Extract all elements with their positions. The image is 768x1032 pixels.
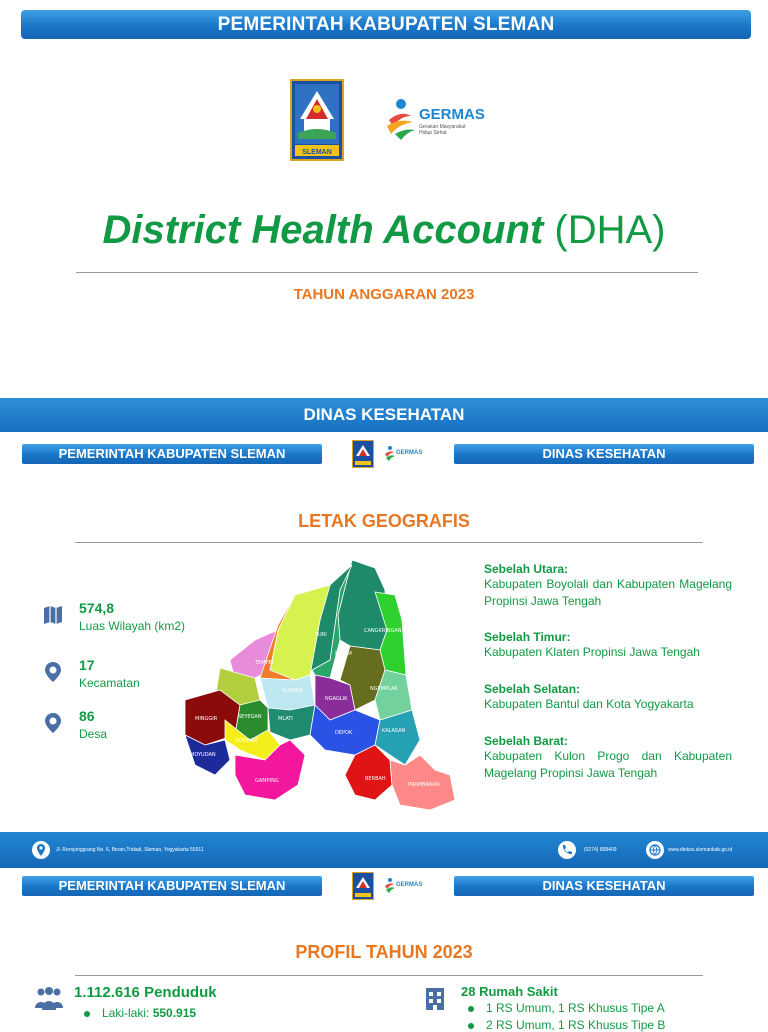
department-band: DINAS KESEHATAN <box>0 398 768 432</box>
hospital-total: 28 Rumah Sakit <box>461 984 558 999</box>
sleman-logo-small <box>352 872 374 900</box>
divider <box>75 975 703 976</box>
government-bar: PEMERINTAH KABUPATEN SLEMAN <box>22 444 322 464</box>
government-bar: PEMERINTAH KABUPATEN SLEMAN <box>22 876 322 896</box>
stat-value: 86 <box>79 708 95 724</box>
list-item <box>468 1018 665 1032</box>
hospital-building-icon <box>424 984 446 1010</box>
germas-logo-small <box>384 444 424 464</box>
district-map <box>180 560 465 818</box>
svg-text:Hidup Sehat: Hidup Sehat <box>419 130 447 136</box>
list-item <box>468 1001 665 1015</box>
phone-icon <box>558 841 576 859</box>
title-main: District Health Account <box>102 208 544 252</box>
germas-logo-small <box>384 876 424 896</box>
list-item <box>84 1006 196 1020</box>
page-title <box>0 208 768 253</box>
map-icon <box>42 604 64 626</box>
section-title-geography: LETAK GEOGRAFIS <box>298 511 470 531</box>
subtitle: TAHUN ANGGARAN 2023 <box>293 286 475 303</box>
footer-address: Jl. Rorojonggrang No. 6, Beran,Tridadi, Sleman, Yogyakarta 55511 <box>56 847 204 853</box>
map-label: TURI <box>315 632 327 638</box>
map-label: GAMPING <box>255 778 279 784</box>
location-pin-icon <box>42 661 64 683</box>
contact-footer <box>0 832 768 868</box>
footer-website[interactable]: www.dinkes.slemankab.go.id <box>668 847 733 853</box>
border-heading: Sebelah Utara: <box>484 562 569 576</box>
border-west <box>484 734 732 782</box>
sleman-logo <box>290 79 344 161</box>
map-label: MLATI <box>278 716 293 722</box>
stat-label: Desa <box>79 727 108 741</box>
map-label: PRAMBANAN <box>408 782 440 788</box>
stat-value: 17 <box>79 657 95 673</box>
section-title-profile: PROFIL TAHUN 2023 <box>295 942 473 962</box>
border-north <box>484 562 732 610</box>
svg-text:Gerakan Masyarakat: Gerakan Masyarakat <box>419 124 466 130</box>
map-label: NGEMPLAK <box>370 686 398 692</box>
stat-label: Kecamatan <box>79 676 140 690</box>
hospital-item: 1 RS Umum, 1 RS Khusus Tipe A <box>486 1001 665 1015</box>
map-label: SLEMAN <box>282 688 303 694</box>
footer-phone: (0274) 868409 <box>584 847 617 853</box>
border-east <box>484 630 732 661</box>
map-label: DEPOK <box>335 730 353 736</box>
border-south <box>484 682 732 713</box>
stat-label: Luas Wilayah (km2) <box>79 619 186 633</box>
map-label: GODEAN <box>235 738 257 744</box>
department-bar: DINAS KESEHATAN <box>454 876 754 896</box>
population-male-label: Laki-laki: <box>102 1006 153 1020</box>
people-icon <box>34 986 64 1010</box>
divider <box>76 272 698 273</box>
map-label: BERBAH <box>365 776 386 782</box>
sleman-logo-text: SLEMAN <box>302 149 332 156</box>
border-heading: Sebelah Selatan: <box>484 682 581 696</box>
department-bar: DINAS KESEHATAN <box>454 444 754 464</box>
population-total: 1.112.616 Penduduk <box>74 984 217 1001</box>
map-label: TEMPEL <box>255 660 275 666</box>
map-label: KALASAN <box>382 728 406 734</box>
map-label: SEYEGAN <box>238 714 262 720</box>
border-heading: Sebelah Timur: <box>484 630 571 644</box>
border-text: Kabupaten Boyolali dan Kabupaten Magelang Propinsi Jawa Tengah <box>484 577 732 608</box>
map-label: PAKEM <box>335 651 352 657</box>
svg-text:GERMAS: GERMAS <box>396 450 423 456</box>
divider <box>75 542 703 543</box>
globe-icon[interactable] <box>646 841 664 859</box>
germas-logo-text: GERMAS <box>419 106 485 123</box>
map-label: NGAGLIK <box>325 696 348 702</box>
hospital-item: 2 RS Umum, 1 RS Khusus Tipe B <box>486 1018 666 1032</box>
location-icon <box>32 841 50 859</box>
germas-logo <box>385 92 495 146</box>
map-label: CANGKRINGAN <box>364 628 402 634</box>
border-text: Kabupaten Klaten Propinsi Jawa Tengah <box>484 645 700 659</box>
border-text: Kabupaten Kulon Progo dan Kabupaten Magelang Propinsi Jawa Tengah <box>484 749 732 780</box>
border-heading: Sebelah Barat: <box>484 734 569 748</box>
map-label: MINGGIR <box>195 716 218 722</box>
border-text: Kabupaten Bantul dan Kota Yogyakarta <box>484 697 694 711</box>
government-banner: PEMERINTAH KABUPATEN SLEMAN <box>21 10 751 39</box>
title-suffix: (DHA) <box>543 208 666 252</box>
stat-value: 574,8 <box>79 600 115 616</box>
location-pin-icon <box>42 712 64 734</box>
sleman-logo-small <box>352 440 374 468</box>
svg-text:GERMAS: GERMAS <box>396 882 423 888</box>
population-male-value: 550.915 <box>152 1006 197 1020</box>
map-label: MOYUDAN <box>190 752 216 758</box>
